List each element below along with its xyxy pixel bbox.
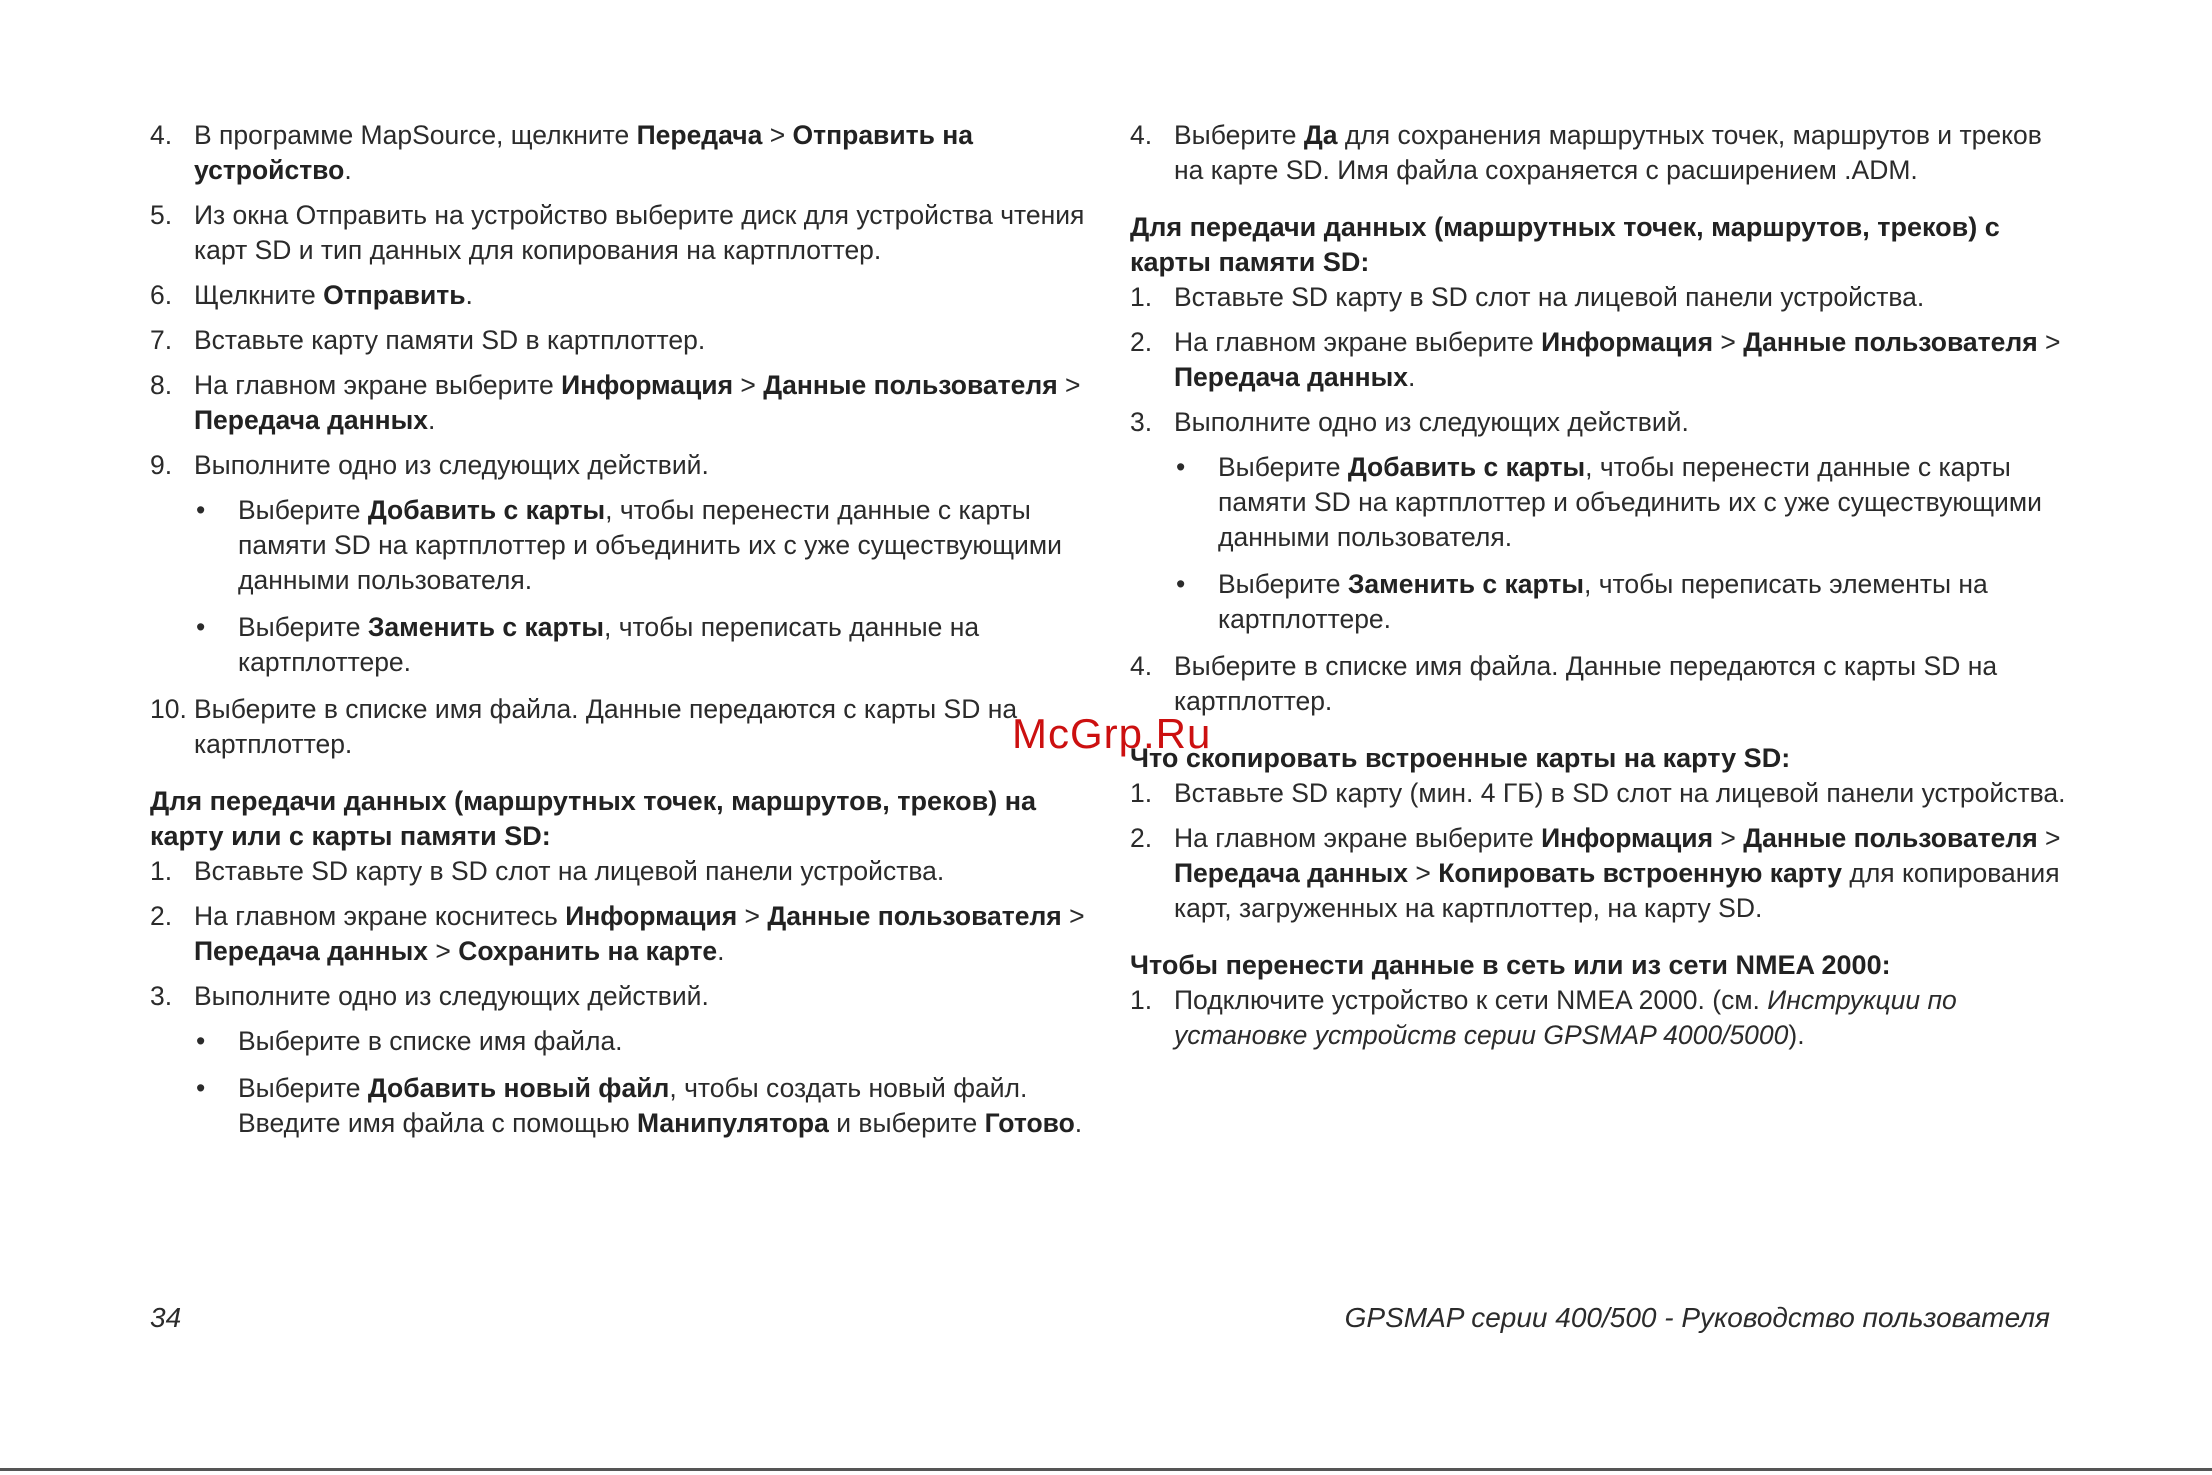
bold-term: Передача данных [194,405,429,435]
step-text: Подключите устройство к сети NMEA 2000. (см. [1174,985,1768,1015]
bold-term: Передача данных [1174,858,1409,888]
punctuation: . [717,936,725,966]
bold-term: Копировать встроенную карту [1438,858,1843,888]
punctuation: . [1074,1108,1083,1138]
step-text: Щелкните [194,280,324,310]
italic-reference: Инструкции по установке устройств серии GPSMAP 4000/5000 [1174,985,1957,1050]
bullet-left-newfile [150,1071,1085,1141]
step-number: 5. [150,200,173,230]
step-number: 6. [150,280,173,310]
step-text: Вставьте SD карту в SD слот на лицевой панели устройства. [1174,282,1925,312]
bullet-text: , чтобы перенести данные с карты памяти SD на картплоттер и объединить их с уже существующими данными пользователя. [1218,452,2042,552]
punctuation: ). [1788,1020,1805,1050]
step-number: 2. [1130,823,1153,853]
bold-term: Передача данных [1174,362,1409,392]
punctuation: . [1408,362,1416,392]
step-right-t4 [1130,649,2070,719]
step-number: 3. [150,981,173,1011]
bullet-left-replace [150,610,1085,680]
step-text: Вставьте SD карту (мин. 4 ГБ) в SD слот на лицевой панели устройства. [1174,778,2066,808]
step-number: 1. [1130,985,1153,1015]
bullet-icon: • [196,1073,206,1103]
bullet-text: , чтобы перенести данные с карты памяти SD на картплоттер и объединить их с уже существующими данными пользователя. [238,495,1062,595]
bullet-icon: • [196,495,206,525]
step-left-6 [150,278,1085,313]
bold-term: Манипулятора [636,1108,829,1138]
bold-term: Данные пользователя [763,370,1058,400]
step-left-10 [150,692,1085,762]
bottom-rule [0,1468,2212,1471]
step-number: 4. [1130,651,1153,681]
step-text: На главном экране выберите [1174,823,1542,853]
bullet-text: , чтобы переписать элементы на картплоттере. [1218,569,1988,634]
bullet-icon: • [196,1026,206,1056]
bold-term: Готово [984,1108,1075,1138]
separator: > [733,370,764,400]
step-left-t3 [150,979,1085,1014]
bold-term: Добавить с карты [367,495,606,525]
step-text: Выполните одно из следующих действий. [1174,407,1689,437]
bold-term: Заменить с карты [1347,569,1584,599]
section-heading-right-1: Для передачи данных (маршрутных точек, маршрутов, треков) с карты памяти SD: [1130,212,2000,277]
step-number: 8. [150,370,173,400]
step-text: На главном экране выберите [194,370,562,400]
step-text: Выполните одно из следующих действий. [194,450,709,480]
bold-term: Отправить [323,280,466,310]
step-number: 7. [150,325,173,355]
bold-term: Данные пользователя [1743,327,2038,357]
step-text: Выполните одно из следующих действий. [194,981,709,1011]
step-text: Вставьте карту памяти SD в картплоттер. [194,325,706,355]
section-heading-right-2: Что скопировать встроенные карты на карту SD: [1130,743,1791,773]
bold-term: Данные пользователя [767,901,1062,931]
step-number: 1. [150,856,173,886]
separator: > [762,120,793,150]
step-number: 2. [1130,327,1153,357]
separator: > [1713,327,1744,357]
step-text: для сохранения маршрутных точек, маршрутов и треков на карте SD. Имя файла сохраняется с расширением .ADM. [1174,120,2042,185]
separator: > [1408,858,1439,888]
step-left-9 [150,448,1085,483]
separator: > [2037,823,2061,853]
separator: > [1061,901,1085,931]
step-right-t1 [1130,280,2070,315]
bullet-text: и выберите [828,1108,985,1138]
step-text: Выберите [1174,120,1304,150]
step-text: В программе MapSource, щелкните [194,120,637,150]
bold-term: Добавить новый файл [367,1073,670,1103]
step-text: На главном экране выберите [1174,327,1542,357]
page-number: 34 [150,1302,182,1333]
step-text: Вставьте SD карту в SD слот на лицевой панели устройства. [194,856,945,886]
bullet-right-replace [1130,567,2070,637]
step-number: 1. [1130,778,1153,808]
step-right-t2 [1130,325,2070,395]
bold-term: Заменить с карты [367,612,604,642]
step-left-8 [150,368,1085,438]
punctuation: . [428,405,436,435]
section-heading-right-3: Чтобы перенести данные в сеть или из сети NMEA 2000: [1130,950,1891,980]
step-text: Из окна Отправить на устройство выберите диск для устройства чтения карт SD и тип данных для копирования на картплоттер. [194,200,1085,265]
left-column [150,118,1085,1153]
step-left-t2 [150,899,1085,969]
bullet-icon: • [196,612,206,642]
bullet-text: Выберите [1218,569,1348,599]
bullet-text: Выберите [238,1073,368,1103]
section-heading-left: Для передачи данных (маршрутных точек, маршрутов, треков) на карту или с карты памяти SD: [150,786,1037,851]
step-right-v1 [1130,983,2070,1053]
separator: > [428,936,459,966]
step-text: Выберите в списке имя файла. Данные передаются с карты SD на картплоттер. [1174,651,1998,716]
step-right-u1 [1130,776,2070,811]
bold-term: Добавить с карты [1347,452,1586,482]
separator: > [737,901,768,931]
step-text: На главном экране коснитесь [194,901,566,931]
separator: > [2037,327,2061,357]
step-left-t1 [150,854,1085,889]
step-text: для копирования карт, загруженных на картплоттер, на карту SD. [1174,858,2060,923]
step-right-u2 [1130,821,2070,926]
bullet-text: Выберите в списке имя файла. [238,1026,623,1056]
punctuation: . [344,155,352,185]
bold-term: Отправить на устройство [194,120,974,185]
bullet-icon: • [1176,452,1186,482]
bullet-text: Выберите [1218,452,1348,482]
bullet-left-add [150,493,1085,598]
step-number: 1. [1130,282,1153,312]
step-number: 4. [150,120,173,150]
step-left-7 [150,323,1085,358]
step-number: 9. [150,450,173,480]
step-left-4 [150,118,1085,188]
footer-title: GPSMAP серии 400/500 - Руководство пользователя [1344,1302,2050,1333]
step-left-5 [150,198,1085,268]
bullet-left-select [150,1024,1085,1059]
bold-term: Да [1303,120,1338,150]
separator: > [1057,370,1081,400]
step-number: 10. [150,694,187,724]
bullet-right-add [1130,450,2070,555]
step-number: 3. [1130,407,1153,437]
step-number: 4. [1130,120,1153,150]
bold-term: Передача данных [194,936,429,966]
step-right-t3 [1130,405,2070,440]
watermark: McGrp.Ru [1012,710,1212,757]
bullet-text: , чтобы переписать данные на картплоттере. [238,612,980,677]
bullet-text: Выберите [238,612,368,642]
bullet-icon: • [1176,569,1186,599]
bold-term: Сохранить на карте [458,936,718,966]
bold-term: Информация [1541,327,1714,357]
bold-term: Информация [561,370,734,400]
bold-term: Данные пользователя [1743,823,2038,853]
step-right-4 [1130,118,2070,188]
punctuation: . [465,280,473,310]
step-text: Выберите в списке имя файла. Данные передаются с карты SD на картплоттер. [194,694,1018,759]
bullet-text: , чтобы создать новый файл. Введите имя файла с помощью [238,1073,1028,1138]
bold-term: Информация [1541,823,1714,853]
separator: > [1713,823,1744,853]
bold-term: Информация [565,901,738,931]
right-column [1130,118,2070,1063]
step-number: 2. [150,901,173,931]
bold-term: Передача [636,120,763,150]
bullet-text: Выберите [238,495,368,525]
